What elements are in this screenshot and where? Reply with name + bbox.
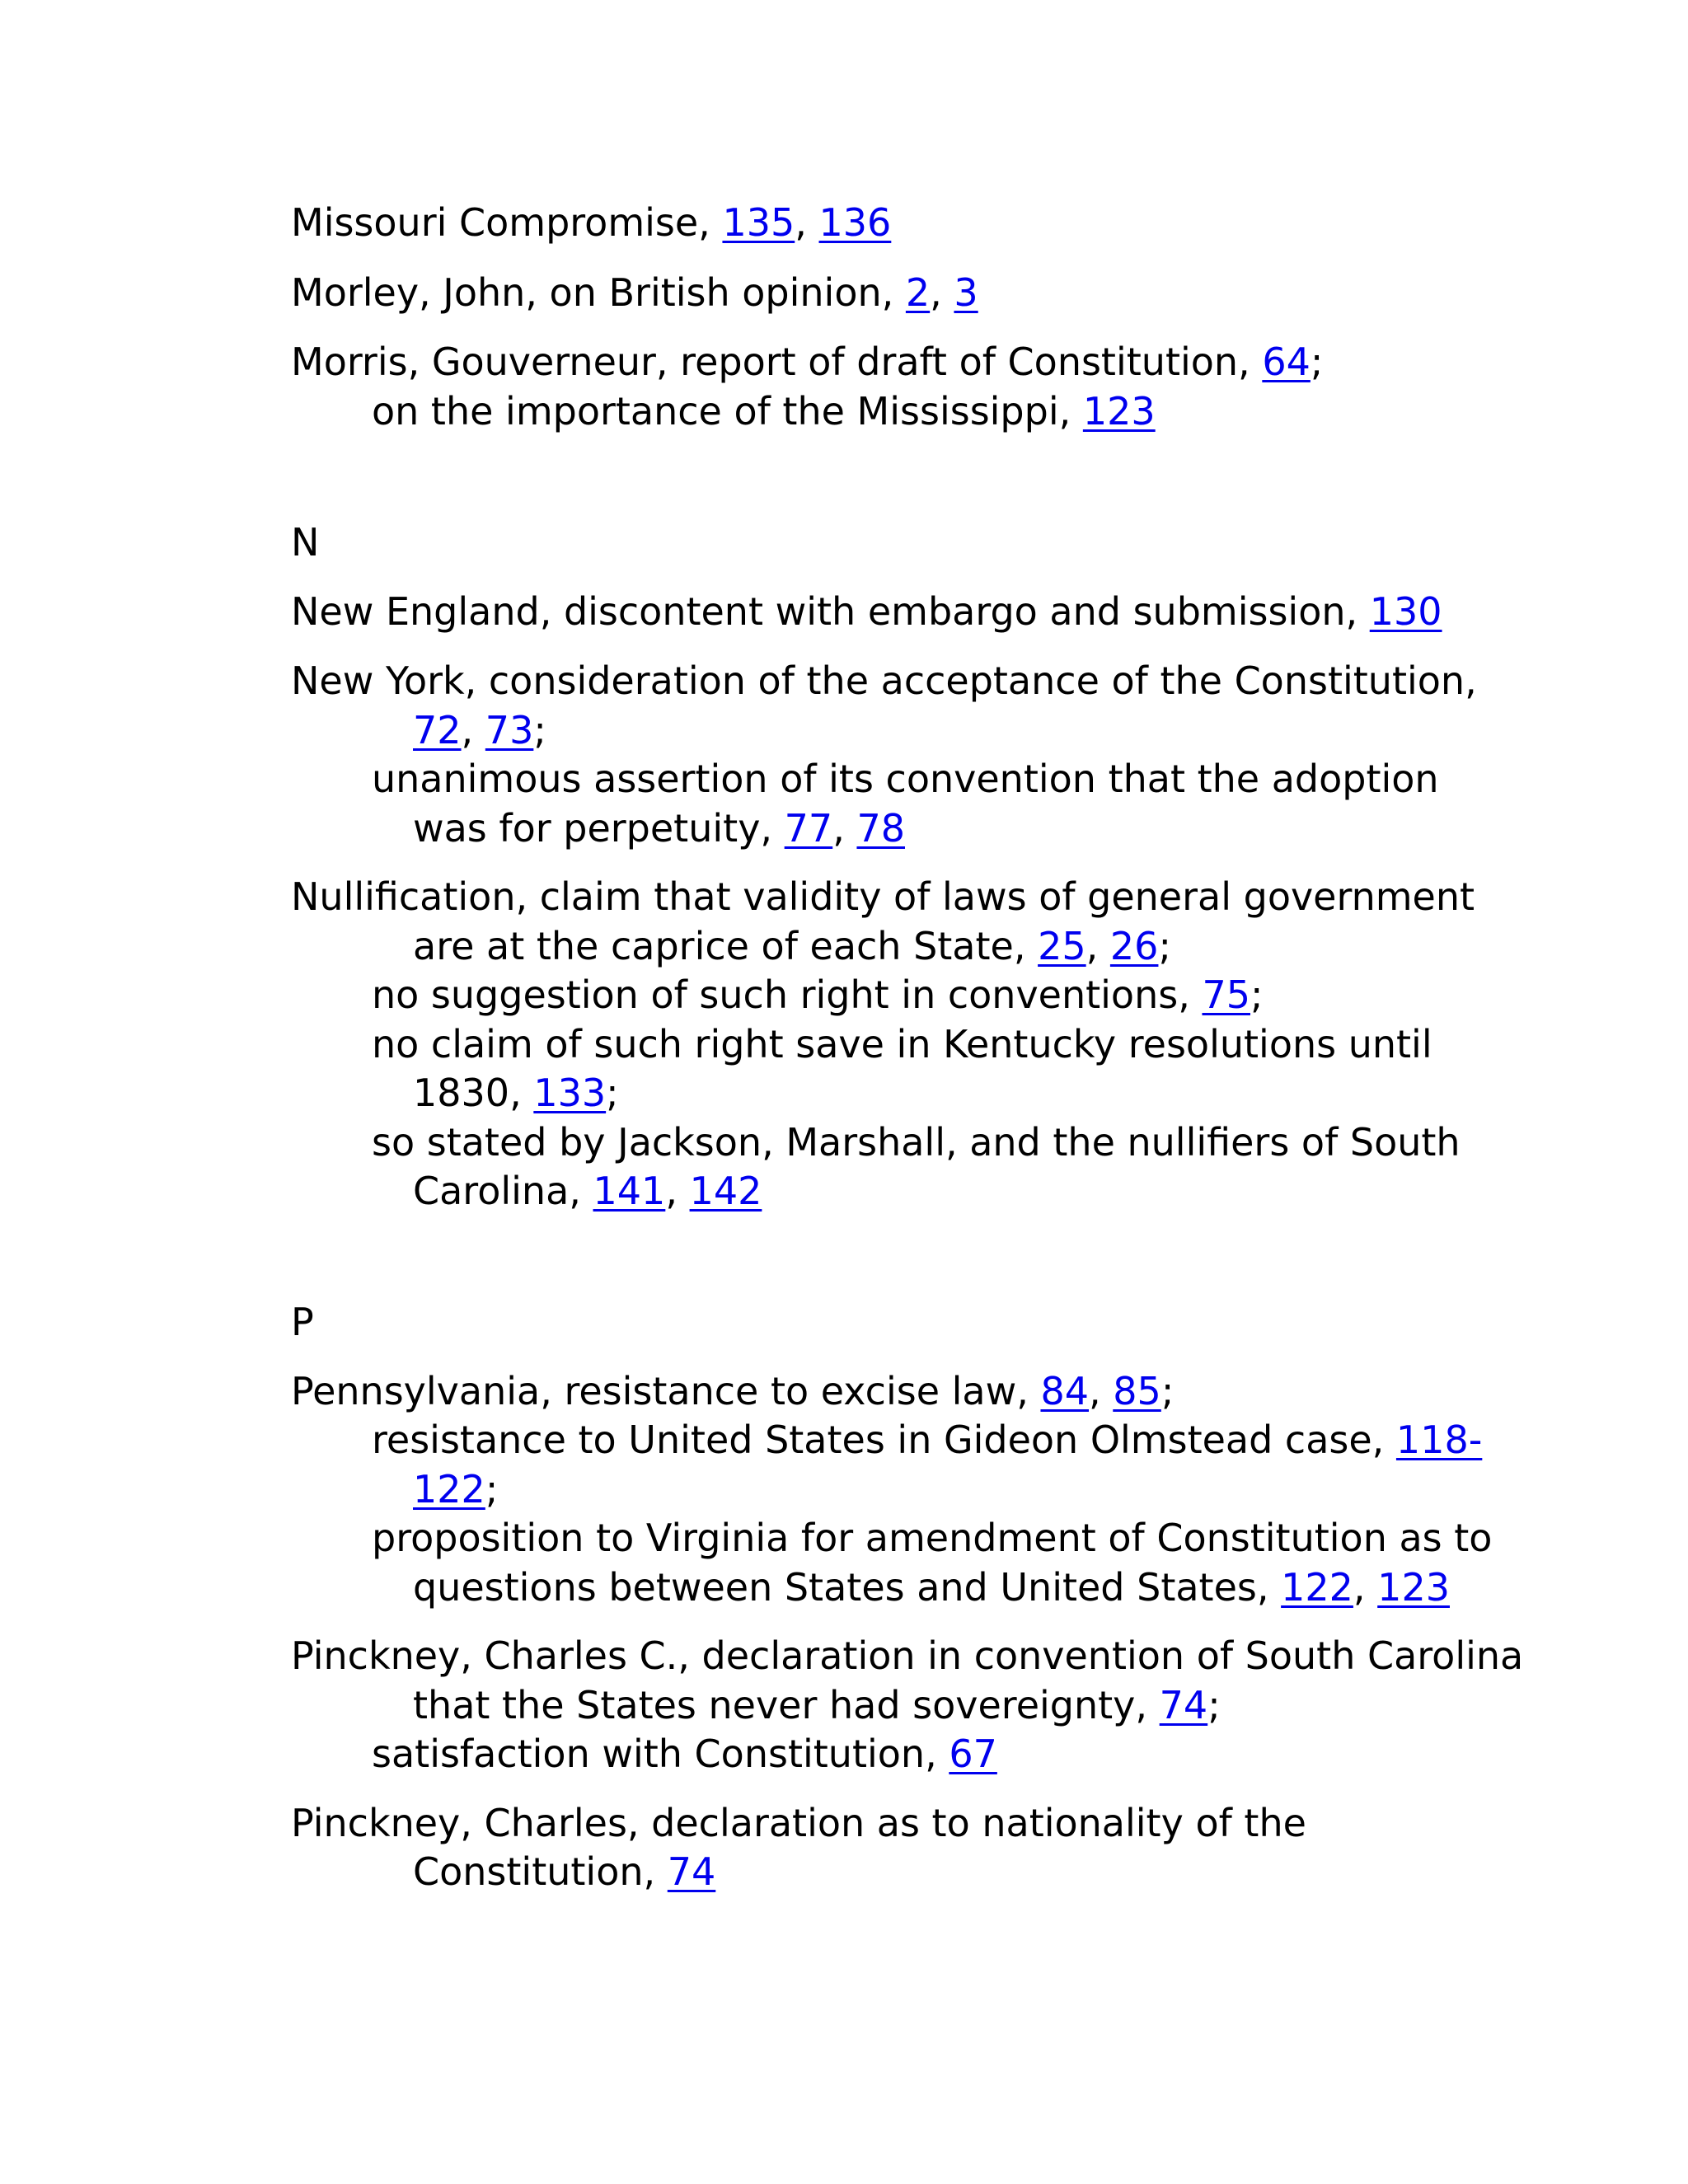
index-subentry-pennsylvania-virginia: proposition to Virginia for amendment of Constitution as to (372, 1516, 1493, 1560)
separator: , (1085, 924, 1110, 968)
entry-text: questions between States and United States, (413, 1565, 1282, 1610)
page-link-64[interactable]: 64 (1262, 340, 1311, 384)
page-link-77[interactable]: 77 (784, 806, 833, 851)
page-link-123[interactable]: 123 (1377, 1565, 1450, 1610)
page-link-67[interactable]: 67 (949, 1732, 997, 1776)
index-subentry-new-york-perpetuity-continued (413, 804, 905, 853)
separator: ; (533, 708, 546, 752)
index-subentry-nullification-jackson-continued (413, 1166, 762, 1216)
page-link-85[interactable]: 85 (1113, 1369, 1161, 1413)
separator: , (665, 1169, 690, 1213)
index-entry-morley (291, 268, 978, 317)
page-link-74[interactable]: 74 (667, 1849, 716, 1894)
page-link-122[interactable]: 122 (1281, 1565, 1353, 1610)
page-link-118-122-start[interactable]: 118- (1395, 1418, 1483, 1462)
separator: ; (1250, 972, 1264, 1017)
index-subentry-nullification-kentucky: no claim of such right save in Kentucky resolutions until (372, 1022, 1432, 1066)
index-entry-new-england (291, 587, 1442, 636)
separator: , (1353, 1565, 1378, 1610)
separator: ; (1160, 1369, 1175, 1413)
page-link-72[interactable]: 72 (413, 708, 462, 752)
index-subentry-nullification-jackson: so stated by Jackson, Marshall, and the nullifiers of South (372, 1120, 1461, 1165)
index-subentry-nullification-conventions (372, 970, 1264, 1019)
entry-text: satisfaction with Constitution, (372, 1732, 950, 1776)
page-link-130[interactable]: 130 (1369, 589, 1442, 634)
entry-text: Pennsylvania, resistance to excise law, (291, 1369, 1041, 1413)
separator: , (832, 806, 857, 851)
page-link-135[interactable]: 135 (722, 200, 795, 245)
entry-text: are at the caprice of each State, (413, 924, 1039, 968)
section-letter-n: N (291, 520, 320, 565)
separator: , (461, 708, 485, 752)
index-subentry-pinckney-satisfaction (372, 1729, 997, 1779)
separator: ; (1310, 340, 1324, 384)
entry-text: resistance to United States in Gideon Olmstead case, (372, 1418, 1396, 1462)
page-link-136[interactable]: 136 (818, 200, 892, 245)
page-link-25[interactable]: 25 (1038, 924, 1086, 968)
page-link-3[interactable]: 3 (954, 270, 978, 315)
entry-text: that the States never had sovereignty, (413, 1683, 1160, 1727)
separator: , (1089, 1369, 1114, 1413)
index-entry-new-york-continued (413, 705, 546, 755)
index-entry-pennsylvania (291, 1366, 1174, 1416)
index-subentry-pennsylvania-olmstead (372, 1415, 1482, 1465)
entry-text: Constitution, (413, 1849, 668, 1894)
separator: ; (1158, 924, 1171, 968)
page-link-123[interactable]: 123 (1082, 389, 1156, 434)
entry-text: Morris, Gouverneur, report of draft of Constitution, (291, 340, 1263, 384)
index-subentry-nullification-kentucky-continued (413, 1068, 619, 1118)
index-entry-nullification-continued (413, 921, 1171, 971)
page-link-84[interactable]: 84 (1040, 1369, 1090, 1413)
page-link-75[interactable]: 75 (1202, 972, 1250, 1017)
index-entry-nullification: Nullification, claim that validity of laws of general government (291, 874, 1475, 919)
index-entry-new-york: New York, consideration of the acceptance of the Constitution, (291, 658, 1477, 703)
page-link-142[interactable]: 142 (689, 1169, 762, 1213)
page-link-133[interactable]: 133 (533, 1071, 607, 1115)
index-subentry-new-york-perpetuity: unanimous assertion of its convention that the adoption (372, 757, 1439, 801)
index-entry-missouri-compromise (291, 198, 891, 247)
entry-text: Morley, John, on British opinion, (291, 270, 906, 315)
index-subentry-pennsylvania-olmstead-continued (413, 1465, 498, 1514)
page-link-73[interactable]: 73 (485, 708, 534, 752)
page-link-2[interactable]: 2 (905, 270, 931, 315)
page-link-141[interactable]: 141 (593, 1169, 666, 1213)
index-entry-pinckney-charles-c-continued (413, 1680, 1221, 1730)
separator: ; (485, 1467, 499, 1511)
page-link-78[interactable]: 78 (856, 806, 905, 851)
index-entry-pinckney-charles-continued (413, 1847, 715, 1896)
index-entry-morris (291, 337, 1323, 387)
index-entry-pinckney-charles: Pinckney, Charles, declaration as to nationality of the (291, 1801, 1306, 1845)
separator: , (930, 270, 954, 315)
entry-text: New England, discontent with embargo and submission, (291, 589, 1370, 634)
entry-text: on the importance of the Mississippi, (372, 389, 1083, 434)
page-link-26[interactable]: 26 (1109, 924, 1159, 968)
separator: ; (606, 1071, 619, 1115)
index-subentry-pennsylvania-virginia-continued (413, 1563, 1450, 1612)
entry-text: Missouri Compromise, (291, 200, 723, 245)
entry-text: 1830, (413, 1071, 534, 1115)
index-entry-pinckney-charles-c: Pinckney, Charles C., declaration in convention of South Carolina (291, 1633, 1524, 1678)
page-link-74[interactable]: 74 (1159, 1683, 1208, 1727)
entry-text: no suggestion of such right in conventions, (372, 972, 1203, 1017)
page-link-118-122-end[interactable]: 122 (413, 1467, 485, 1511)
entry-text: was for perpetuity, (413, 806, 785, 851)
index-subentry-morris-mississippi (372, 387, 1156, 436)
entry-text: Carolina, (413, 1169, 593, 1213)
section-letter-p: P (291, 1300, 314, 1344)
separator: ; (1207, 1683, 1221, 1727)
separator: , (795, 200, 819, 245)
